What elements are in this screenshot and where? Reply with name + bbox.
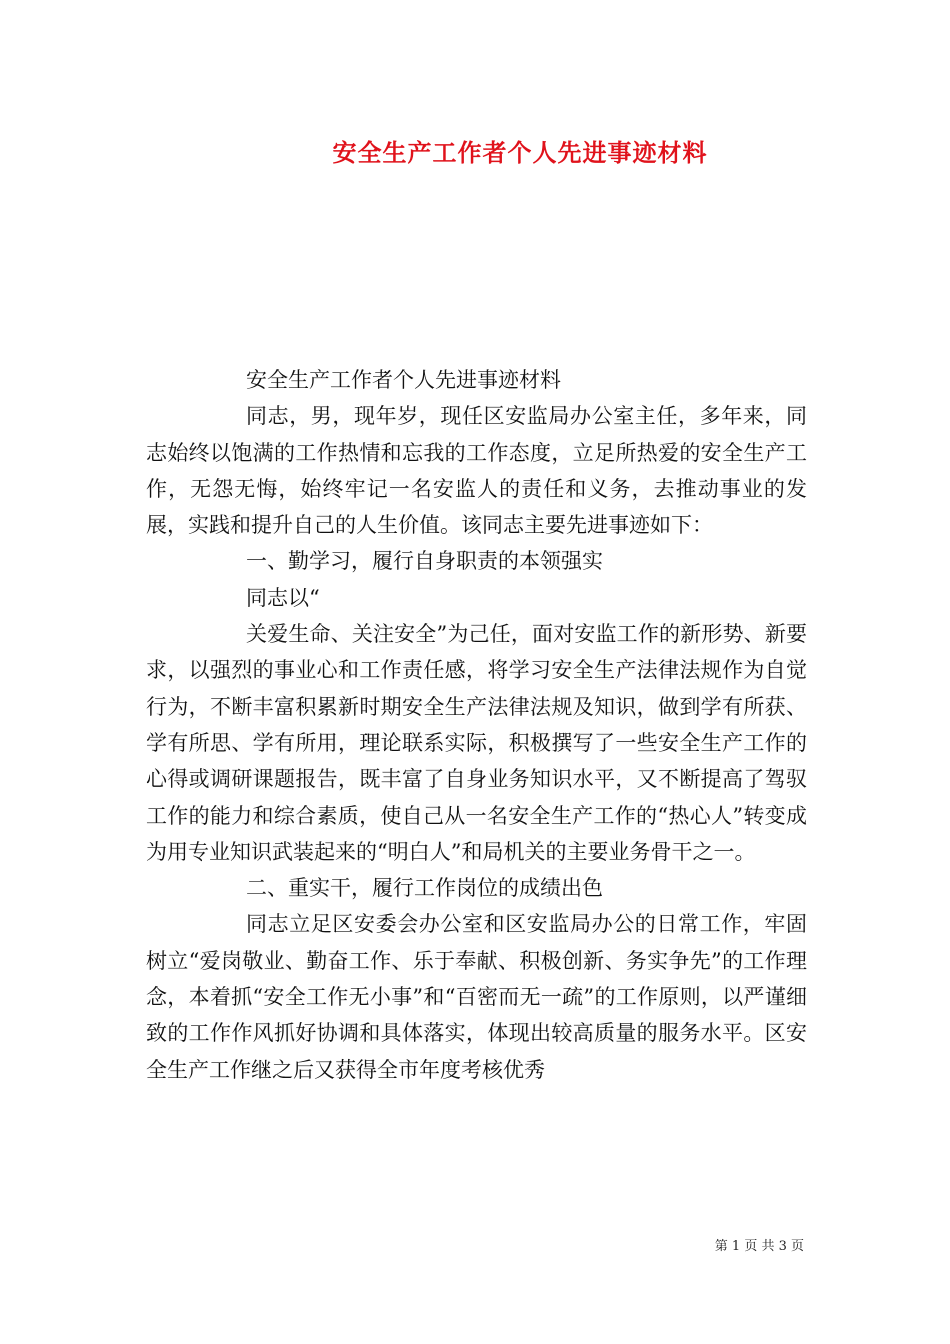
document-body (146, 362, 807, 1088)
page-title: 安全生产工作者个人先进事迹材料 (332, 138, 708, 167)
page-number: 第 1 页 共 3 页 (714, 1239, 804, 1254)
paragraph: 同志以“ (246, 585, 320, 610)
paragraph: 同志，男，现年岁，现任区安监局办公室主任，多年来，同志始终以饱满的工作热情和忘我的工作态度，立足所热爱的安全生产工作，无怨无悔，始终牢记一名安监人的责任和义务，去推动事业的发展，实践和提升自己的人生价值。该同志主要先进事迹如下： (146, 404, 807, 538)
paragraph: 关爱生命、关注安全”为己任，面对安监工作的新形势、新要求，以强烈的事业心和工作责任感，将学习安全生产法律法规作为自觉行为，不断丰富积累新时期安全生产法律法规及知识，做到学有所获、学有所思、学有所用，理论联系实际，积极撰写了一些安全生产工作的心得或调研课题报告，既丰富了自身业务知识水平，又不断提高了驾驭工作的能力和综合素质，使自己从一名安全生产工作的“热心人”转变成为用专业知识武装起来的“明白人”和局机关的主要业务骨干之一。 (146, 622, 807, 864)
section-heading-2: 二、重实干，履行工作岗位的成绩出色 (246, 876, 603, 901)
paragraph: 同志立足区安委会办公室和区安监局办公的日常工作，牢固树立“爱岗敬业、勤奋工作、乐于奉献、积极创新、务实争先”的工作理念，本着抓“安全工作无小事”和“百密而无一疏”的工作原则，以严谨细致的工作作风抓好协调和具体落实，体现出较高质量的服务水平。区安全生产工作继之后又获得全市年度考核优秀 (146, 912, 807, 1082)
paragraph-heading: 安全生产工作者个人先进事迹材料 (246, 368, 561, 392)
section-heading-1: 一、勤学习，履行自身职责的本领强实 (246, 549, 603, 574)
